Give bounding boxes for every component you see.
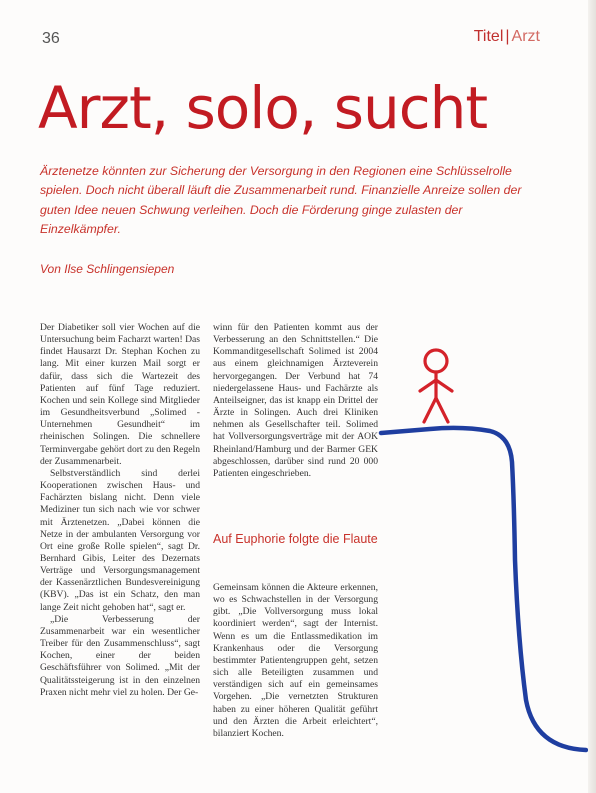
page-edge — [588, 0, 596, 793]
article-author: Von Ilse Schlingensiepen — [40, 262, 175, 276]
section-primary: Titel — [473, 28, 504, 45]
stick-figure-head — [425, 350, 447, 372]
stick-figure-legs — [424, 398, 448, 422]
page-number: 36 — [42, 30, 60, 47]
subheading: Auf Euphorie folgte die Flaute — [213, 532, 378, 546]
article-title: Arzt, solo, sucht — [38, 74, 488, 142]
section-separator: | — [505, 28, 510, 45]
paragraph: winn für den Patienten kommt aus der Verbesserung an den Schnittstellen.“ Die Kommanditgesellschaft Solimed ist 2004 aus einem gleichnamigen Ärzteverein hervorgegangen. Der Verbund hat 74 niedergelassene Haus- und Fachärzte als Anteilseigner, das ist knapp ein Drittel der Ärzte in Solingen. Auch drei Kliniken nehmen als Gesellschafter teil. Solimed hat Vollversorgungsverträge mit der AOK Rheinland/Hamburg und der Barmer GEK abgeschlossen, darüber sind rund 20 000 Patienten eingeschrieben. — [213, 322, 378, 479]
stick-figure — [420, 350, 452, 422]
paragraph: „Die Verbesserung der Zusammenarbeit war ein wesentlicher Treiber für den Zusammenschluss“, sagt Kochen, einer der beiden Geschäftsführer von Solimed. „Mit der Qualitätssteigerung ist in den einzelnen Praxen nicht mehr viel zu holen. Der Ge- — [40, 613, 200, 698]
paragraph: Gemeinsam können die Akteure erkennen, wo es Schwachstellen in der Versorgung gibt. „Die Vollversorgung muss lokal koordiniert werden“, sagt der Internist. Wenn es um die Entlassmedikation im Krankenhaus oder die Versorgung bestimmter Patientengruppen geht, setzen sich alle Beteiligten zusammen und verständigen sich auf ein gemeinsames Vorgehen. „Die vernetzten Strukturen haben zu einer höheren Qualität geführt und den Ärzten die Arbeit erleichtert“, bilanziert Kochen. — [213, 582, 378, 739]
cliff-line — [381, 428, 586, 750]
paragraph: Selbstverständlich sind derlei Kooperationen zwischen Haus- und Fachärzten bislang nicht. Denn viele Mediziner tun sich nach wie vor schwer mit Ärztenetzen. „Dabei können die Netze in der ambulanten Versorgung vor Ort eine große Rolle spielen“, sagt Dr. Bernhard Gibis, Leiter des Dezernats Verträge und Versorgungsmanagement der Kassenärztlichen Bundesvereinigung (KBV). „Das ist ein Schatz, den man lange Zeit nicht gehoben hat“, sagt er. — [40, 467, 200, 613]
paragraph: Der Diabetiker soll vier Wochen auf die Untersuchung beim Facharzt warten! Das findet Hausarzt Dr. Stephan Kochen zu lang. Mit einer kurzen Mail sorgt er dafür, dass sich die Wartezeit des Patienten auf fünf Tage reduziert. Kochen und sein Kollege sind Mitglieder im Gesundheitsverbund „Solimed - Unternehmen Gesundheit“ im rheinischen Solingen. Die schnellere Terminvergabe gehört dort zu den Regeln der Zusammenarbeit. — [40, 322, 200, 467]
section-secondary: Arzt — [511, 28, 540, 45]
article-lead: Ärztenetze könnten zur Sicherung der Versorgung in den Regionen eine Schlüsselrolle spielen. Doch nicht überall läuft die Zusammenarbeit rund. Finanzielle Anreize sollen der guten Idee neuen Schwung verleihen. Doch die Förderung ginge zulasten der Einzelkämpfer. — [40, 164, 522, 237]
